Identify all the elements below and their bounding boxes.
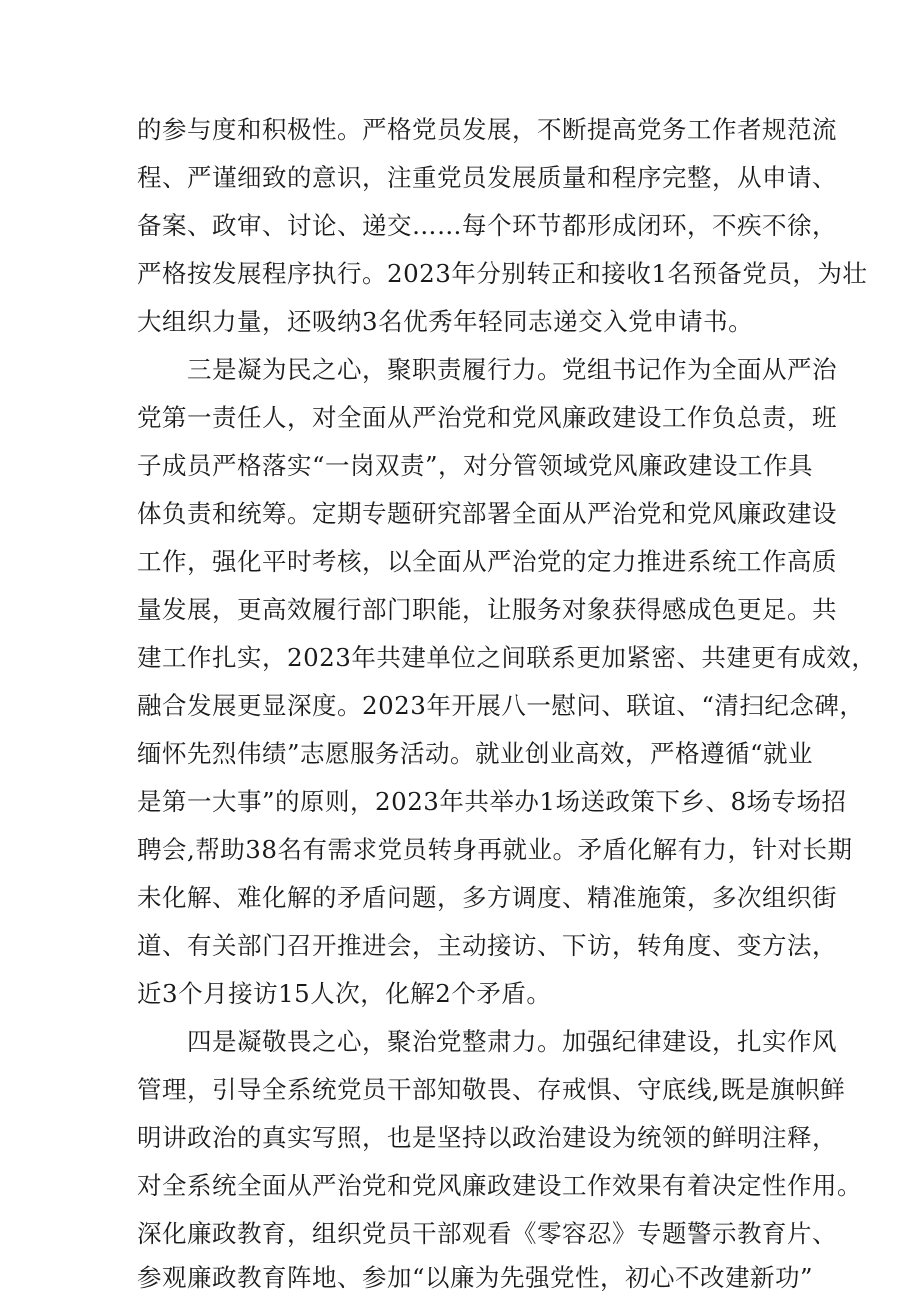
text-line: 工作，强化平时考核，以全面从严治党的定力推进系统工作高质 bbox=[137, 547, 837, 576]
text-line: 道、有关部门召开推进会，主动接访、下访，转角度、变方法， bbox=[137, 931, 837, 960]
text-line: 缅怀先烈伟绩”志愿服务活动。就业创业高效，严格遵循“就业 bbox=[137, 739, 814, 768]
text-line: 深化廉政教育，组织党员干部观看《零容忍》专题警示教育片、 bbox=[137, 1219, 837, 1248]
text-line: 大组织力量，还吸纳3名优秀年轻同志递交入党申请书。 bbox=[137, 307, 754, 336]
paragraph-start-line: 三是凝为民之心，聚职责履行力。党组书记作为全面从严治 bbox=[187, 355, 837, 384]
text-line: 未化解、难化解的矛盾问题，多方调度、精准施策，多次组织街 bbox=[137, 883, 837, 912]
text-line: 程、严谨细致的意识，注重党员发展质量和程序完整，从申请、 bbox=[137, 163, 837, 192]
text-line: 严格按发展程序执行。2023年分别转正和接收1名预备党员，为壮 bbox=[137, 259, 868, 288]
paragraph-start-line: 四是凝敬畏之心，聚治党整肃力。加强纪律建设，扎实作风 bbox=[187, 1027, 837, 1056]
text-line: 的参与度和积极性。严格党员发展，不断提高党务工作者规范流 bbox=[137, 115, 837, 144]
text-line: 融合发展更显深度。2023年开展八一慰问、联谊、“清扫纪念碑， bbox=[137, 691, 865, 720]
text-line: 量发展，更高效履行部门职能，让服务对象获得感成色更足。共 bbox=[137, 595, 837, 624]
text-line: 是第一大事”的原则，2023年共举办1场送政策下乡、8场专场招 bbox=[137, 787, 847, 816]
text-line: 对全系统全面从严治党和党风廉政建设工作效果有着决定性作用。 bbox=[137, 1171, 862, 1200]
text-line: 子成员严格落实“一岗双责”，对分管领域党风廉政建设工作具 bbox=[137, 451, 814, 480]
text-line: 聘会,帮助38名有需求党员转身再就业。矛盾化解有力，针对长期 bbox=[137, 835, 853, 864]
text-line: 建工作扎实，2023年共建单位之间联系更加紧密、共建更有成效， bbox=[137, 643, 877, 672]
text-line: 明讲政治的真实写照，也是坚持以政治建设为统领的鲜明注释， bbox=[137, 1123, 837, 1152]
text-line: 体负责和统筹。定期专题研究部署全面从严治党和党风廉政建设 bbox=[137, 499, 837, 528]
text-line: 近3个月接访15人次，化解2个矛盾。 bbox=[137, 979, 552, 1008]
text-line: 管理，引导全系统党员干部知敬畏、存戒惧、守底线,既是旗帜鲜 bbox=[137, 1075, 846, 1104]
text-line: 参观廉政教育阵地、参加“以廉为先强党性，初心不改建新功” bbox=[137, 1263, 814, 1292]
text-line: 党第一责任人，对全面从严治党和党风廉政建设工作负总责，班 bbox=[137, 403, 837, 432]
text-line: 备案、政审、讨论、递交……每个环节都形成闭环，不疾不徐， bbox=[137, 211, 837, 240]
